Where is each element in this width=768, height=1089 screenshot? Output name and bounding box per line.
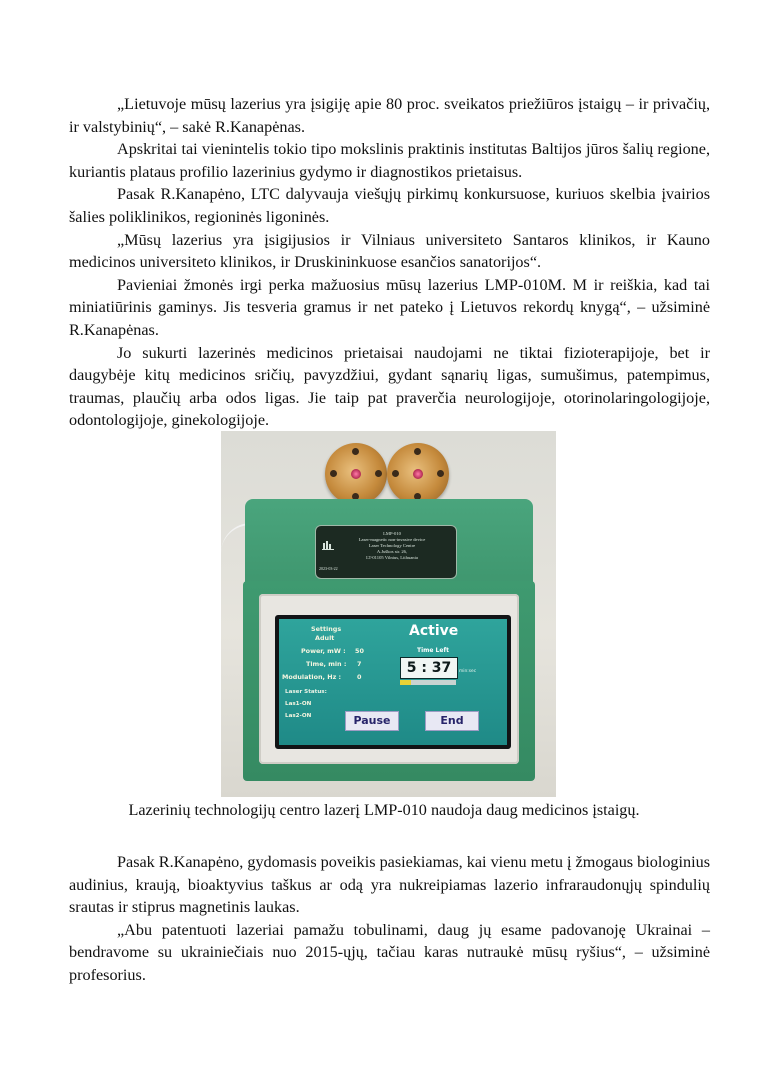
paragraph: „Abu patentuoti lazeriai pamažu tobulinami, daug jų esame padovanoję Ukrainai – bendravome su ukrainiečiais nuo 2015-ųjų, tačiau karas nutraukė mūsų ryšius“, – užsiminė profesorius. bbox=[69, 920, 710, 984]
paragraph: Pasak R.Kanapėno, LTC dalyvauja viešųjų pirkimų konkursuose, kuriuos skelbia įvairios šalies poliklinikos, regioninės ligoninės. bbox=[69, 185, 710, 226]
plate-line: LT-01105 Vilnius, Lithuania bbox=[366, 555, 418, 560]
power-label: Power, mW : bbox=[301, 647, 346, 655]
article-text-bottom bbox=[69, 851, 710, 987]
paragraph: Apskritai tai vienintelis tokio tipo mokslinis praktinis institutas Baltijos jūros šalių regione, kuriantis plataus profilio lazerinius gydymo ir diagnostikos prietaisus. bbox=[69, 140, 710, 181]
device-photo bbox=[221, 431, 556, 797]
plate-line: Laser-magnetic non-invasive device bbox=[358, 537, 426, 542]
time-label: Time, min : bbox=[306, 660, 347, 668]
paragraph: Jo sukurti lazerinės medicinos prietaisai naudojami ne tiktai fizioterapijoje, bet ir daugybėje kitų medicinos sričių, pavyzdžiui, gydant sąnarių ligas, sumušimus, patempimus, traumas, plaučių arba odos ligas. Jie taip pat praverčia neurologijoje, otorinolaringologijoje, odontologijoje, ginekologijoje. bbox=[69, 343, 710, 430]
pause-button[interactable]: Pause bbox=[345, 711, 399, 731]
paragraph: „Lietuvoje mūsų lazerius yra įsigiję apie 80 proc. sveikatos priežiūros įstaigų – ir privačių, ir valstybinių“, – sakė R.Kanapėnas. bbox=[69, 95, 710, 136]
plate-line: LMP-010 bbox=[383, 531, 401, 536]
mode-label: Adult bbox=[315, 634, 335, 642]
manufacturer-icon bbox=[322, 538, 334, 550]
plate-line: A.Juškos str. 26, bbox=[376, 549, 408, 554]
state-label: Active bbox=[409, 623, 459, 639]
power-value: 50 bbox=[355, 647, 364, 655]
timer-unit: min:sec bbox=[459, 669, 477, 674]
laser-probe-right bbox=[387, 443, 449, 505]
laser1-status: Las1-ON bbox=[285, 701, 312, 707]
article-text-top bbox=[69, 93, 710, 432]
device-label-plate bbox=[315, 525, 457, 579]
paragraph: Pavieniai žmonės irgi perka mažuosius mūsų lazerius LMP-010M. M ir reiškia, kad tai miniatiūrinis gaminys. Jis tesveria gramus ir net pateko į Lietuvos rekordų knygą“, – užsiminė R.Kanapėnas. bbox=[69, 275, 710, 339]
time-value: 7 bbox=[357, 660, 362, 668]
modulation-label: Modulation, Hz : bbox=[282, 673, 342, 681]
time-left-label: Time Left bbox=[417, 647, 449, 654]
end-button[interactable]: End bbox=[425, 711, 479, 731]
progress-bar bbox=[400, 680, 456, 685]
device-screen bbox=[275, 615, 511, 749]
laser-status-label: Laser Status: bbox=[285, 689, 327, 695]
plate-date: 2023-03-22 bbox=[319, 566, 338, 571]
progress-fill bbox=[400, 680, 411, 685]
settings-label: Settings bbox=[311, 625, 342, 633]
photo-caption: Lazerinių technologijų centro lazerį LMP-010 naudoja daug medicinos įstaigų. bbox=[128, 801, 640, 819]
laser-probe-left bbox=[325, 443, 387, 505]
modulation-value: 0 bbox=[357, 673, 362, 681]
countdown-timer: 5 : 37 bbox=[400, 657, 458, 679]
paragraph: „Mūsų lazerius yra įsigijusios ir Vilniaus universiteto Santaros klinikos, ir Kauno medicinos universiteto klinikos, ir Druskininkuose esančios sanatorijos“. bbox=[69, 230, 710, 272]
paragraph: Pasak R.Kanapėno, gydomasis poveikis pasiekiamas, kai vienu metu į žmogaus biologinius audinius, kraują, bioaktyvius taškus ar odą yra nukreipiamas lazerio infraraudonųjų spindulių srautas ir stiprus magnetinis laukas. bbox=[69, 853, 711, 917]
laser2-status: Las2-ON bbox=[285, 713, 312, 719]
plate-line: Laser Technology Centre bbox=[368, 543, 416, 548]
